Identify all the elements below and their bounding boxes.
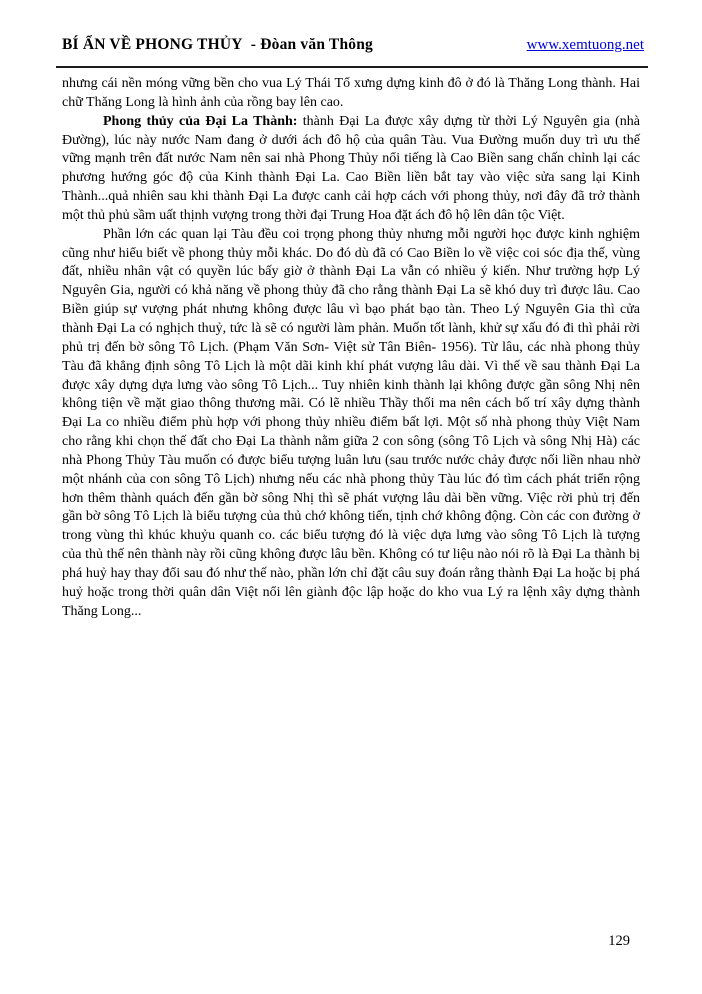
header-divider — [56, 66, 648, 68]
page-number: 129 — [608, 933, 630, 949]
paragraph-continuation: nhưng cái nền móng vững bền cho vua Lý Thái Tổ xưng dựng kinh đô ở đó là Thăng Long thành. Hai chữ Thăng Long là hình ảnh của rồng bay lên cao. — [62, 76, 640, 110]
paragraph-dai-la-thanh — [62, 113, 640, 226]
site-link[interactable]: www.xemtuong.net — [526, 37, 644, 53]
document-body — [62, 75, 640, 621]
document-title: BÍ ẨN VỀ PHONG THỦY - Đòan văn Thông — [62, 36, 374, 53]
paragraph-quan-lai-tau: Phần lớn các quan lại Tàu đều coi trọng phong thủy nhưng mỗi người học được kinh nghiệm cũng như hiểu biết về phong thủy mỗi khác. Do đó dù đã có Cao Biền lo về việc coi sóc địa thế, vùng đất, nhiều nhân vật có quyền lúc bấy giờ ở thành Đại La vẫn có nhiều ý kiến. Như trường hợp Lý Nguyên Gia, người có khả năng về phong thủy đã cho rằng thành Đại La sẽ khó duy trì được lâu. Cao Biền giúp sự vượng phát nhưng không được lâu vì bạo phát bạo tàn. Theo Lý Nguyên Gia thì cửa thành Đại La có nghịch thuỷ, tức là sẽ có người làm phản. Muốn tốt lành, khử sự xấu đó đi thì phải rời phủ trị đến bờ sông Tô Lịch. (Phạm Văn Sơn- Việt sử Tân Biên- 1956). Từ lâu, các nhà phong thủy Tàu đã khẳng định sông Tô Lịch là một dãi kinh khí phát vượng lâu dài. Vì thế về sau thành Đại La được xây dựng dựa lưng vào sông Tô Lịch... Tuy nhiên kinh thành lại không được gần sông Nhị nên không tiện về mặt giao thông thương mãi. Có lẽ nhiều Thầy thối ma nên cách bố trí xây dựng thành Đại La co nhiều điểm phù hợp với phong thủy nhiều điểm bất lợi. Một số nhà phong thủy Việt Nam cho rằng khi chọn thế đất cho Đại La thành nằm giữa 2 con sông (sông Tô Lịch và sông Nhị Hà) các nhà Phong Thủy Tàu muốn có được biểu tượng luân lưu (sau trước nước chảy được nối liền nhau nhờ một nhánh của con sông Tô Lịch) nhưng nếu các nhà phong thủy Tàu lúc đó tìm cách phát triển rộng hơn thêm thành quách đến gần bờ sông Nhị thì sẽ phát vượng lâu dài bền vững. Việc rời phủ trị đến gần bờ sông Tô Lịch là biểu tượng của thủ chớ không tiến, tịnh chớ không động. Còn các con đường ở trong vùng thì khúc khuỷu quanh co. các biểu tượng đó là việc dựa lưng vào sông Tô Lịch là tượng của thủ thế nên thành này rồi cũng không được lâu bền. Không có tư liệu nào nói rõ là Đại La thành bị phá huỷ hay thay đổi sau đó như thế nào, phần lớn chỉ đặt câu suy đoán rằng thành Đại La hoặc bị phá huỷ hoặc trong thời quân dân Việt nổi lên giành độc lập hoặc do kho vua Lý ra lệnh xây dựng thành Thăng Long... — [62, 226, 640, 619]
paragraph-body-text: thành Đại La được xây dựng từ thời Lý Nguyên gia (nhà Đường), lúc này nước Nam đang ở dưới ách đô hộ của quân Tàu. Vua Đường muốn duy trì ưu thế vững mạnh trên đất nước Nam nên sai nhà Phong Thủy nổi tiếng là Cao Biền sang chấn chỉnh lại các phương hướng góc độ của Kinh thành Đại La. Cao Biền liền bắt tay vào việc sửa sang lại Kinh Thành...quả nhiên sau khi thành Đại La được canh cải hợp cách với phong thủy, nơi đây đã trở thành một thủ phủ sầm uất thịnh vượng trong thời đại Trung Hoa đặt ách đô hộ lên dân tộc Việt. — [62, 113, 640, 223]
page-header — [62, 36, 644, 54]
page-footer — [608, 932, 630, 950]
paragraph-lead-bold: Phong thủy của Đại La Thành: — [103, 113, 298, 129]
